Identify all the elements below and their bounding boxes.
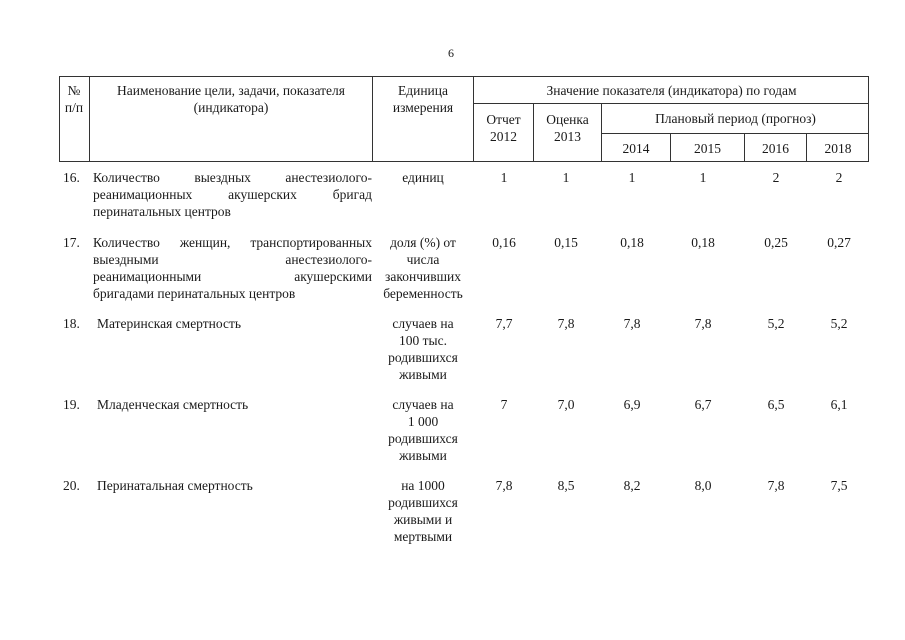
header-name: Наименование цели, задачи, показателя (индикатора)	[117, 83, 345, 115]
row-number: 16.	[63, 170, 80, 185]
value-2018: 7,5	[830, 478, 848, 493]
value-2015: 7,8	[694, 316, 712, 331]
header-year-2018: 2018	[824, 141, 852, 156]
value-2013: 1	[562, 170, 570, 185]
row-unit: доля (%) от числа закончивших беременность	[383, 235, 463, 301]
value-2013: 8,5	[557, 478, 575, 493]
value-2018: 2	[835, 170, 843, 185]
row-number: 18.	[63, 316, 80, 331]
value-2018: 5,2	[830, 316, 848, 331]
value-2016: 6,5	[767, 397, 785, 412]
value-2015: 1	[699, 170, 707, 185]
value-2016: 5,2	[767, 316, 785, 331]
value-2012: 0,16	[492, 235, 516, 250]
value-2018: 0,27	[827, 235, 851, 250]
header-divider	[473, 103, 869, 104]
header-year-2015: 2015	[694, 141, 721, 156]
value-2013: 7,8	[557, 316, 575, 331]
value-2018: 6,1	[830, 397, 848, 412]
header-values-title: Значение показателя (индикатора) по годам	[546, 83, 797, 98]
value-2013: 7,0	[557, 397, 575, 412]
page-number: 6	[448, 46, 454, 60]
row-unit: единиц	[402, 170, 444, 185]
row-unit: на 1000 родившихся живыми и мертвыми	[388, 478, 458, 544]
row-name: Материнская смертность	[97, 316, 242, 331]
header-num: № п/п	[64, 83, 84, 115]
row-name: Количество выездных анестезиолого- реанимационных акушерских бригад перинатальных центров	[93, 170, 372, 219]
row-number: 19.	[63, 397, 80, 412]
header-divider	[601, 133, 869, 134]
value-2014: 6,9	[623, 397, 641, 412]
row-unit: случаев на 100 тыс. родившихся живыми	[388, 316, 458, 382]
header-year-2016: 2016	[762, 141, 789, 156]
value-2015: 0,18	[691, 235, 715, 250]
header-unit: Единица измерения	[392, 83, 454, 115]
value-2016: 0,25	[764, 235, 788, 250]
value-2014: 0,18	[620, 235, 644, 250]
value-2014: 7,8	[623, 316, 641, 331]
value-2013: 0,15	[554, 235, 578, 250]
header-year-2014: 2014	[622, 141, 650, 156]
value-2015: 8,0	[694, 478, 712, 493]
value-2015: 6,7	[694, 397, 712, 412]
row-name: Количество женщин, транспортированных выездными анестезиолого- реанимационными акушерскими бригадами перинатальных центров	[93, 235, 372, 301]
value-2014: 1	[628, 170, 636, 185]
value-2014: 8,2	[623, 478, 641, 493]
value-2012: 7	[500, 397, 508, 412]
value-2012: 1	[500, 170, 508, 185]
value-2012: 7,8	[495, 478, 513, 493]
row-unit: случаев на 1 000 родившихся живыми	[388, 397, 458, 463]
row-number: 20.	[63, 478, 80, 493]
row-name: Перинатальная смертность	[97, 478, 253, 493]
header-report: Отчет 2012	[486, 112, 521, 144]
row-name: Младенческая смертность	[97, 397, 249, 412]
value-2016: 7,8	[767, 478, 785, 493]
value-2012: 7,7	[495, 316, 513, 331]
header-planned: Плановый период (прогноз)	[655, 111, 816, 126]
row-number: 17.	[63, 235, 80, 250]
header-estimate: Оценка 2013	[546, 112, 589, 144]
value-2016: 2	[772, 170, 780, 185]
